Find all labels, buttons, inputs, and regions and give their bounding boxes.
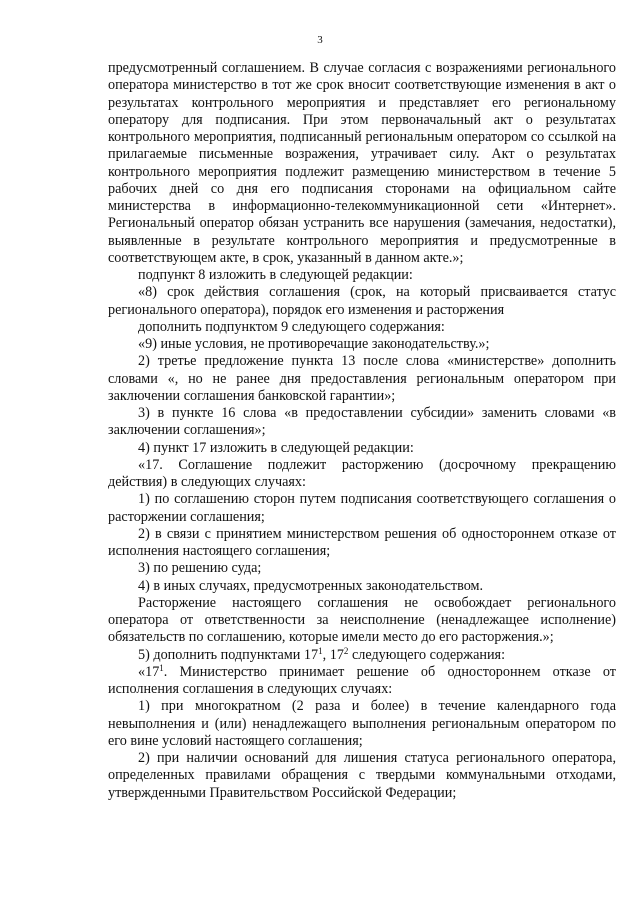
paragraph-clause-17-1 (108, 664, 616, 699)
superscript: 1 (159, 662, 164, 673)
paragraph: 4) пункт 17 изложить в следующей редакции: (138, 439, 414, 456)
text-run: следующего содержания: (348, 646, 506, 663)
paragraph: 3) в пункте 16 слова «в предоставлении субсидии» заменить словами «в заключении соглашения»; (108, 405, 616, 439)
document-body (108, 60, 616, 802)
paragraph-subitems-17 (108, 647, 616, 664)
paragraph: 1) при многократном (2 раза и более) в течение календарного года невыполнения и (или) ненадлежащего выполнения региональным оператором по его вине условий настоящего соглашения; (108, 698, 616, 749)
paragraph: 2) третье предложение пункта 13 после слова «министерстве» дополнить словами «, но не ранее дня предоставления региональным оператором при заключении соглашения банковской гарантии»; (108, 353, 616, 404)
text-run: 5) дополнить подпунктами 17 (138, 646, 319, 663)
paragraph: «8) срок действия соглашения (срок, на который присваивается статус регионального оператора), порядок его изменения и расторжения (108, 284, 616, 318)
paragraph: 3) по решению суда; (138, 560, 262, 577)
superscript: 1 (318, 645, 323, 656)
page-number: 3 (317, 34, 323, 46)
text-run: «17 (138, 663, 160, 680)
paragraph: 2) в связи с принятием министерством решения об одностороннем отказе от исполнения настоящего соглашения; (108, 525, 616, 559)
paragraph: 1) по соглашению сторон путем подписания соответствующего соглашения о расторжении соглашения; (108, 491, 616, 525)
paragraph: дополнить подпунктом 9 следующего содержания: (138, 318, 445, 335)
paragraph: Расторжение настоящего соглашения не освобождает регионального оператора от ответственности за неисполнение (ненадлежащее исполнение) обязательств по соглашению, которые имели место до его расторжения.»; (108, 594, 616, 646)
paragraph: «17. Соглашение подлежит расторжению (досрочному прекращению действия) в следующих случаях: (108, 456, 616, 490)
paragraph: «9) иные условия, не противоречащие законодательству.»; (138, 336, 490, 352)
paragraph: предусмотренный соглашением. В случае согласия с возражениями регионального оператора министерство в тот же срок вносит соответствующие изменения в акт о результатах контрольного мероприятия и представляет его региональному оператору для подписания. При этом первоначальный акт о результатах контрольного мероприятия, подписанный региональным оператором со ссылкой на прилагаемые письменные возражения, утрачивает силу. Акт о результатах контрольного мероприятия подлежит размещению министерством в течение 5 рабочих дней со дня его подписания сторонами на официальном сайте министерства в информационно-телекоммуникационной сети «Интернет». Региональный оператор обязан устранить все нарушения (замечания, недостатки), выявленные в результате контрольного мероприятия и предусмотренные в соответствующем акте, в срок, указанный в данном акте.»; (108, 60, 616, 266)
paragraph: 4) в иных случаях, предусмотренных законодательством. (138, 577, 484, 594)
text-run: , 17 (322, 646, 344, 663)
text-run: . Министерство принимает решение об одностороннем отказе от исполнения соглашения в следующих случаях: (108, 663, 616, 697)
paragraph: подпункт 8 изложить в следующей редакции: (138, 267, 413, 283)
superscript: 2 (343, 645, 349, 656)
paragraph: 2) при наличии оснований для лишения статуса регионального оператора, определенных правилами обращения с твердыми коммунальными отходами, утвержденными Правительством Российской Федерации; (108, 750, 616, 801)
